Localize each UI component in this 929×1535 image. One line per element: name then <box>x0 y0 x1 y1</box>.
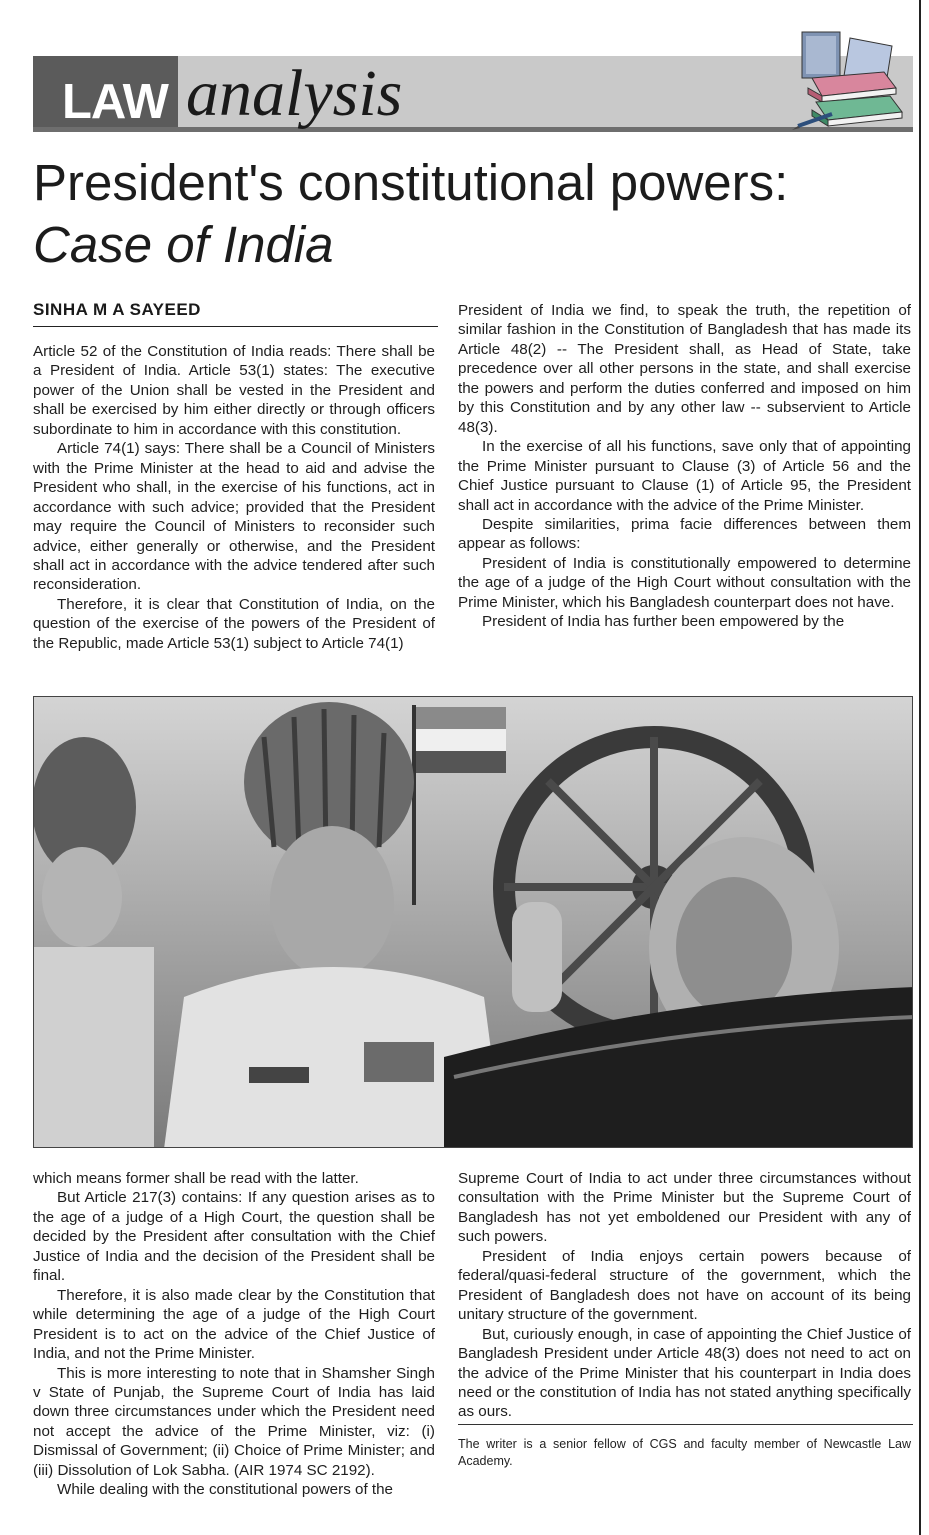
paragraph: While dealing with the constitutional powers of the <box>57 1481 394 1499</box>
paragraph: But Article 217(3) contains: If any question arises as to the age of a judge of a High Court, the question shall be decided by the President after consultation with the Chief Justice of India and the decision of the President shall be final. <box>33 1189 435 1285</box>
author-footnote: The writer is a senior fellow of CGS and faculty member of Newcastle Law Academy. <box>458 1437 911 1468</box>
books-stack-icon <box>792 28 912 136</box>
paragraph: In the exercise of all his functions, save only that of appointing the Prime Minister pursuant to Clause (3) of Article 56 and the Chief Justice pursuant to Clause (1) of Article 95, the President shall act in accordance with the advice of the Prime Minister. <box>458 438 911 514</box>
headline-line-1: President's constitutional powers: <box>33 154 789 211</box>
section-title: analysis <box>186 57 403 130</box>
byline: SINHA M A SAYEED <box>33 300 201 319</box>
president-carriage-photo <box>33 696 913 1148</box>
footnote-rule <box>458 1424 913 1425</box>
article-column-2 <box>458 301 911 632</box>
article-column-1 <box>33 342 435 653</box>
paragraph: This is more interesting to note that in Shamsher Singh v State of Punjab, the Supreme Court of India has laid down three circumstances under which the President need not accept the advice of the Prime Minister, viz: (i) Dismissal of Government; (ii) Choice of Prime Minister; and (iii) Dissolution of Lok Sabha. (AIR 1974 SC 2192). <box>33 1364 435 1479</box>
paragraph: President of India is constitutionally empowered to determine the age of a judge of the High Court without consultation with the Prime Minister, which his Bangladesh counterpart does not have. <box>458 554 911 611</box>
paragraph: Therefore, it is also made clear by the Constitution that while determining the age of a judge of the High Court President is to act on the advice of the Chief Justice of India, and not the Prime Minister. <box>33 1286 435 1363</box>
paragraph: Supreme Court of India to act under three circumstances without consultation with the Prime Minister but the Supreme Court of Bangladesh has not yet emboldened our President with any of such powers. <box>458 1170 911 1246</box>
paragraph: Therefore, it is clear that Constitution of India, on the question of the exercise of the powers of the President of the Republic, made Article 53(1) subject to Article 74(1) <box>33 595 435 652</box>
article-column-4 <box>458 1169 911 1422</box>
paragraph: Article 74(1) says: There shall be a Council of Ministers with the Prime Minister at the head to aid and advise the President who shall, in the exercise of his functions, act in accordance with such advice; provided that the President may require the Council of Ministers to reconsider such advice, either generally or otherwise, and the President shall act in accordance with the advice tendered after such reconsideration. <box>33 440 435 594</box>
section-prefix: LAW <box>62 75 168 129</box>
paragraph: President of India has further been empowered by the <box>482 613 845 631</box>
article-column-3 <box>33 1169 435 1500</box>
page-edge-rule <box>919 0 921 1535</box>
paragraph: But, curiously enough, in case of appointing the Chief Justice of Bangladesh President under Article 48(3) does not need to act on the advice of the Prime Minister that his counterpart in India does need or the constitution of India has not stated anything specifically as ours. <box>458 1325 911 1421</box>
paragraph: Despite similarities, prima facie differences between them appear as follows: <box>458 515 911 553</box>
paragraph: Article 52 of the Constitution of India reads: There shall be a President of India. Article 53(1) states: The executive power of the Union shall be vested in the President and shall be exercised by him either directly or through officers subordinate to him in accordance with this constitution. <box>33 343 435 438</box>
headline-line-2: Case of India <box>33 216 334 273</box>
byline-rule <box>33 326 438 327</box>
headline <box>33 152 903 276</box>
paragraph: President of India we find, to speak the truth, the repetition of similar fashion in the Constitution of Bangladesh that has made its Article 48(2) -- The President shall, as Head of State, take precedence over all other persons in the state, and shall exercise the powers and perform the duties conferred and imposed on him by this Constitution and by any other law -- subservient to Article 48(3). <box>458 302 911 436</box>
paragraph: President of India enjoys certain powers because of federal/quasi-federal structure of the government, which the President of Bangladesh does not have on account of its being unitary structure of the government. <box>458 1247 911 1324</box>
paragraph: which means former shall be read with the latter. <box>33 1170 359 1187</box>
